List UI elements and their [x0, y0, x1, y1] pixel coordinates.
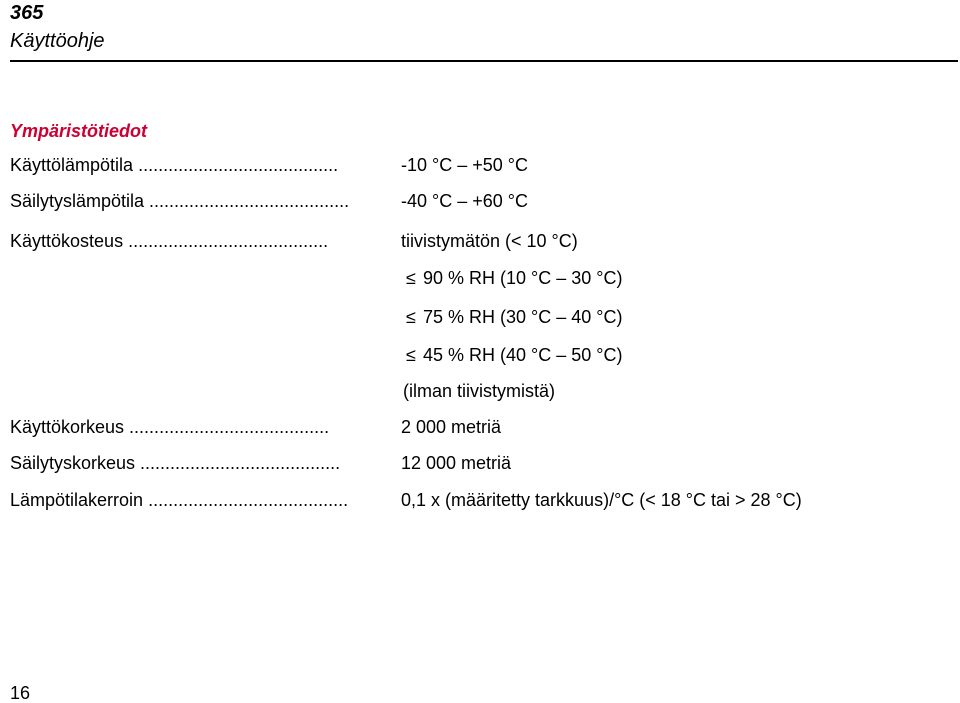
- spec-value: -40 °C – +60 °C: [401, 191, 528, 211]
- less-equal-icon: ≤: [406, 268, 416, 288]
- spec-value: -10 °C – +50 °C: [401, 155, 528, 175]
- spec-label: Käyttökorkeus ........................................: [10, 417, 330, 437]
- spec-value: 0,1 x (määritetty tarkkuus)/°C (< 18 °C tai > 28 °C): [401, 490, 802, 510]
- humidity-subline-text: 75 % RH (30 °C – 40 °C): [423, 307, 623, 327]
- section-title: Ympäristötiedot: [10, 121, 148, 141]
- spec-label: Säilytyskorkeus ........................................: [10, 453, 341, 473]
- spec-value: 2 000 metriä: [401, 417, 502, 437]
- less-equal-icon: ≤: [406, 345, 416, 365]
- humidity-subline: [403, 304, 622, 330]
- humidity-note: (ilman tiivistymistä): [403, 381, 556, 401]
- humidity-subline-text: 45 % RH (40 °C – 50 °C): [423, 345, 623, 365]
- spec-label: Käyttölämpötila ........................................: [10, 155, 339, 175]
- spec-value: tiivistymätön (< 10 °C): [401, 231, 578, 251]
- page-number: 16: [10, 683, 31, 703]
- spec-label: Säilytyslämpötila ........................................: [10, 191, 350, 211]
- spec-label: Käyttökosteus ........................................: [10, 231, 329, 251]
- model-number: 365: [10, 2, 44, 24]
- document-title: Käyttöohje: [10, 30, 105, 52]
- humidity-subline-text: 90 % RH (10 °C – 30 °C): [423, 268, 623, 288]
- less-equal-icon: ≤: [406, 307, 416, 327]
- spec-value: 12 000 metriä: [401, 453, 512, 473]
- humidity-subline: [403, 342, 622, 368]
- page-header: [10, 0, 958, 62]
- spec-label: Lämpötilakerroin ........................................: [10, 490, 349, 510]
- humidity-subline: [403, 265, 622, 291]
